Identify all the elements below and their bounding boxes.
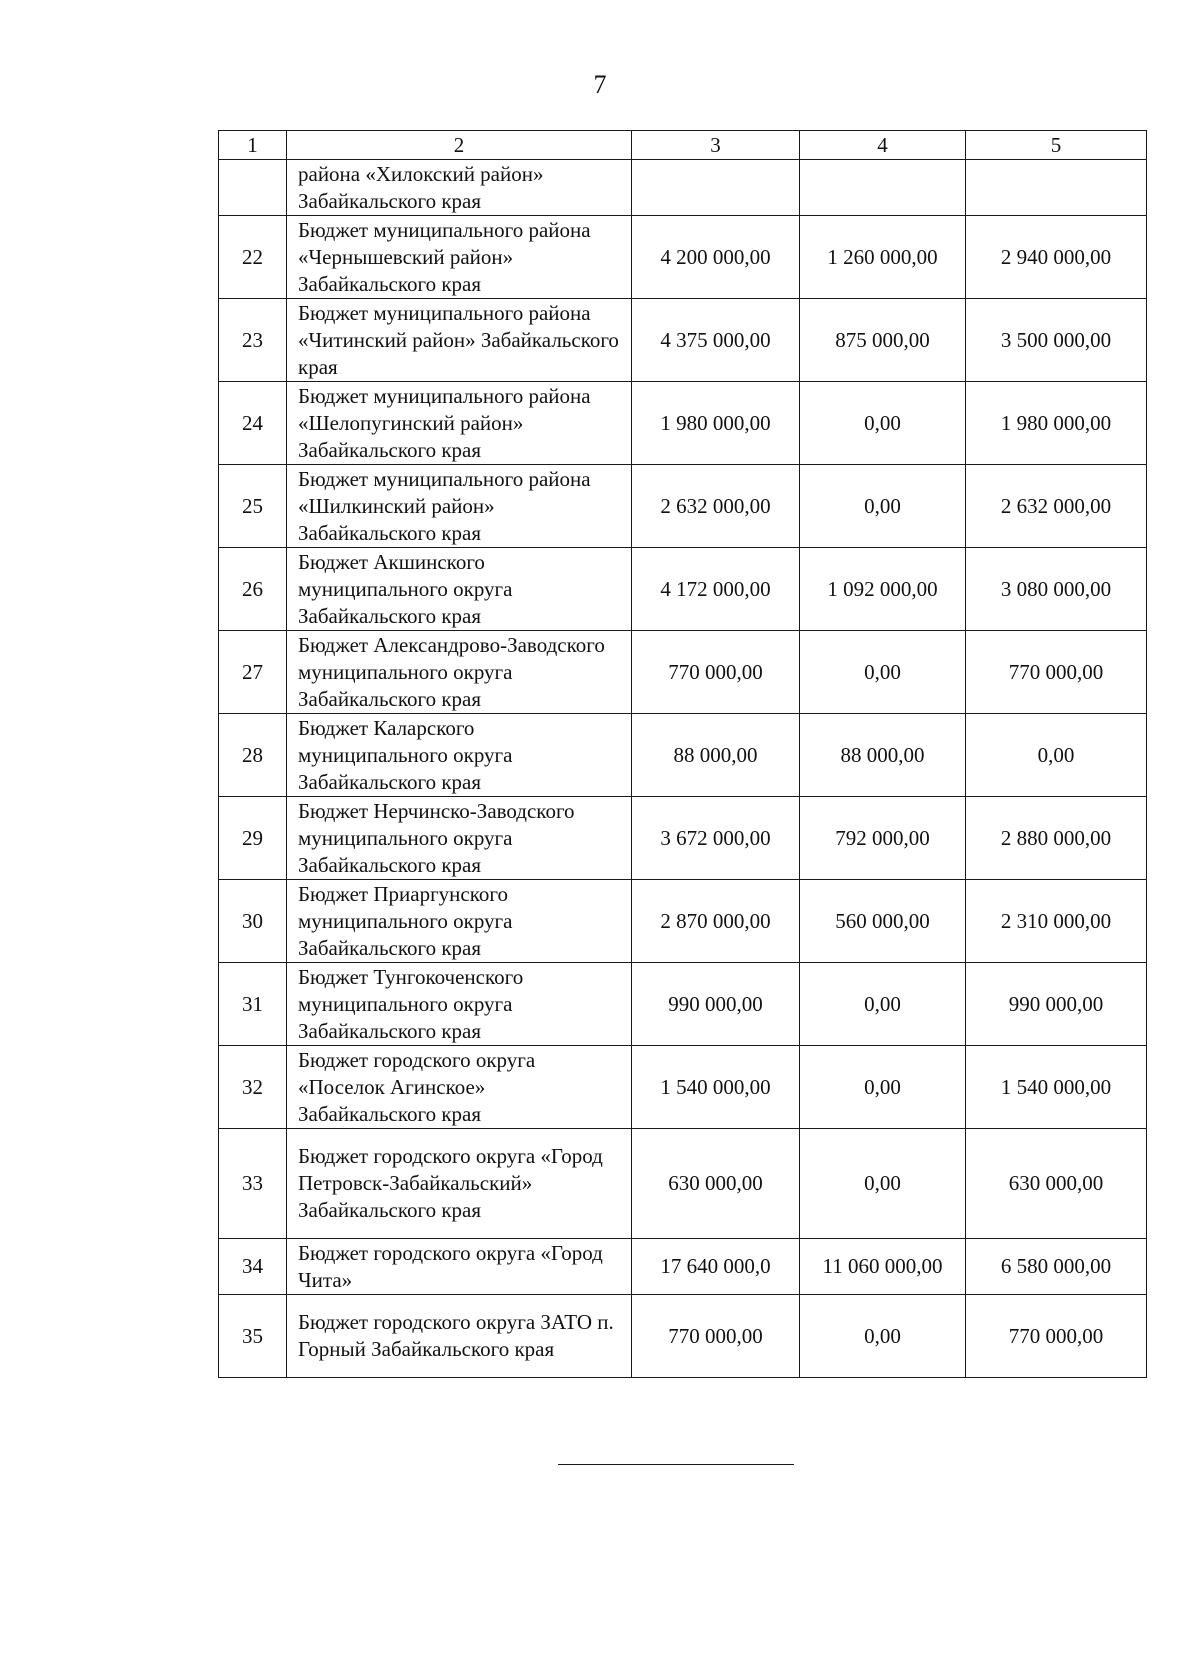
value-col-3: 3 672 000,00 [632,797,800,880]
value-col-4: 1 260 000,00 [800,216,966,299]
budget-name: Бюджет Приаргунского муниципального округа Забайкальского края [287,880,632,963]
value-col-4: 0,00 [800,1046,966,1129]
value-col-3: 2 870 000,00 [632,880,800,963]
value-col-4: 0,00 [800,1129,966,1239]
value-col-4: 0,00 [800,1295,966,1378]
value-col-5: 2 310 000,00 [966,880,1147,963]
row-number: 27 [219,631,287,714]
value-col-4: 875 000,00 [800,299,966,382]
row-number: 30 [219,880,287,963]
value-col-4: 0,00 [800,382,966,465]
budget-name: Бюджет Тунгокоченского муниципального округа Забайкальского края [287,963,632,1046]
value-col-3: 4 375 000,00 [632,299,800,382]
value-col-5: 6 580 000,00 [966,1239,1147,1295]
budget-name: района «Хилокский район» Забайкальского края [287,160,632,216]
value-col-5: 990 000,00 [966,963,1147,1046]
value-col-5: 1 980 000,00 [966,382,1147,465]
row-number: 35 [219,1295,287,1378]
budget-name: Бюджет Каларского муниципального округа Забайкальского края [287,714,632,797]
footer-rule [558,1464,794,1465]
value-col-4 [800,160,966,216]
value-col-3: 1 980 000,00 [632,382,800,465]
budget-name: Бюджет городского округа «Город Чита» [287,1239,632,1295]
budget-table [218,130,1147,1378]
row-number: 32 [219,1046,287,1129]
row-number: 33 [219,1129,287,1239]
header-col-1: 1 [219,131,287,160]
row-number: 29 [219,797,287,880]
budget-name: Бюджет городского округа «Город Петровск-Забайкальский» Забайкальского края [287,1129,632,1239]
row-number [219,160,287,216]
table-row [219,1129,1147,1239]
value-col-5: 2 632 000,00 [966,465,1147,548]
value-col-4: 0,00 [800,963,966,1046]
value-col-4: 792 000,00 [800,797,966,880]
table-row [219,465,1147,548]
value-col-5: 770 000,00 [966,631,1147,714]
budget-name: Бюджет муниципального района «Шилкинский район» Забайкальского края [287,465,632,548]
table-row [219,797,1147,880]
value-col-5: 2 880 000,00 [966,797,1147,880]
table-row [219,880,1147,963]
table-row [219,1046,1147,1129]
row-number: 26 [219,548,287,631]
value-col-3 [632,160,800,216]
value-col-3: 770 000,00 [632,631,800,714]
budget-name: Бюджет Александрово-Заводского муниципального округа Забайкальского края [287,631,632,714]
value-col-3: 4 172 000,00 [632,548,800,631]
budget-name: Бюджет Нерчинско-Заводского муниципального округа Забайкальского края [287,797,632,880]
value-col-5: 770 000,00 [966,1295,1147,1378]
value-col-5: 3 500 000,00 [966,299,1147,382]
row-number: 24 [219,382,287,465]
value-col-4: 88 000,00 [800,714,966,797]
header-col-5: 5 [966,131,1147,160]
page-number: 7 [593,70,607,99]
value-col-3: 17 640 000,0 [632,1239,800,1295]
table-row [219,631,1147,714]
value-col-3: 2 632 000,00 [632,465,800,548]
table-row [219,548,1147,631]
row-number: 28 [219,714,287,797]
budget-name: Бюджет муниципального района «Шелопугинский район» Забайкальского края [287,382,632,465]
value-col-3: 770 000,00 [632,1295,800,1378]
budget-name: Бюджет Акшинского муниципального округа Забайкальского края [287,548,632,631]
table-row [219,963,1147,1046]
table-row [219,299,1147,382]
budget-name: Бюджет муниципального района «Читинский район» Забайкальского края [287,299,632,382]
value-col-5: 0,00 [966,714,1147,797]
value-col-5: 1 540 000,00 [966,1046,1147,1129]
header-col-3: 3 [632,131,800,160]
budget-name: Бюджет городского округа ЗАТО п. Горный Забайкальского края [287,1295,632,1378]
row-number: 25 [219,465,287,548]
value-col-3: 88 000,00 [632,714,800,797]
row-number: 34 [219,1239,287,1295]
table-row [219,714,1147,797]
value-col-3: 630 000,00 [632,1129,800,1239]
table-row [219,1295,1147,1378]
value-col-4: 0,00 [800,631,966,714]
row-number: 31 [219,963,287,1046]
value-col-5: 630 000,00 [966,1129,1147,1239]
value-col-3: 1 540 000,00 [632,1046,800,1129]
value-col-4: 1 092 000,00 [800,548,966,631]
value-col-3: 990 000,00 [632,963,800,1046]
value-col-3: 4 200 000,00 [632,216,800,299]
table-row [219,382,1147,465]
value-col-4: 11 060 000,00 [800,1239,966,1295]
row-number: 22 [219,216,287,299]
value-col-5: 3 080 000,00 [966,548,1147,631]
value-col-4: 560 000,00 [800,880,966,963]
value-col-4: 0,00 [800,465,966,548]
header-col-2: 2 [287,131,632,160]
budget-name: Бюджет городского округа «Поселок Агинское» Забайкальского края [287,1046,632,1129]
value-col-5 [966,160,1147,216]
header-row [219,131,1147,160]
header-col-4: 4 [800,131,966,160]
table-row [219,216,1147,299]
table-row [219,1239,1147,1295]
value-col-5: 2 940 000,00 [966,216,1147,299]
budget-name: Бюджет муниципального района «Чернышевский район» Забайкальского края [287,216,632,299]
row-number: 23 [219,299,287,382]
table-row [219,160,1147,216]
